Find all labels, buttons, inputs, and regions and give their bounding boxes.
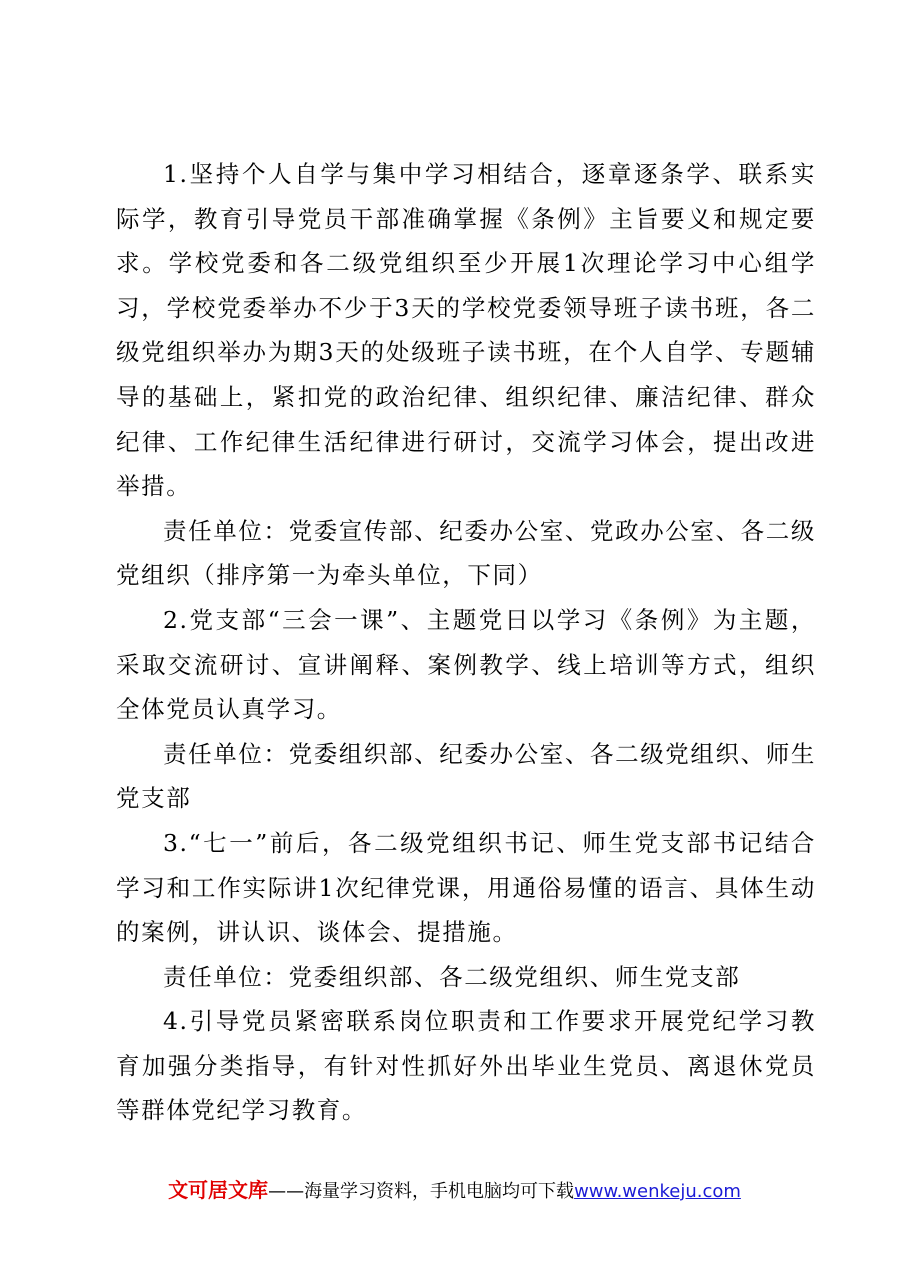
footer-site-link[interactable]: www.wenkeju.com [574, 1181, 741, 1202]
footer-slogan: ——海量学习资料，手机电脑均可下载 [268, 1181, 575, 1202]
paragraph-responsible-units-2: 责任单位：党委组织部、纪委办公室、各二级党组织、师生党支部 [116, 739, 816, 813]
paragraph-responsible-units-1: 责任单位：党委宣传部、纪委办公室、党政办公室、各二级党组织（排序第一为牵头单位，下同） [116, 516, 816, 590]
document-body [116, 152, 816, 1133]
paragraph-responsible-units-3: 责任单位：党委组织部、各二级党组织、师生党支部 [163, 962, 741, 991]
footer-watermark [0, 1176, 909, 1206]
paragraph-study-item-4: 4.引导党员紧密联系岗位职责和工作要求开展党纪学习教育加强分类指导，有针对性抓好外出毕业生党员、离退休党员等群体党纪学习教育。 [116, 1007, 816, 1125]
paragraph-study-item-2: 2.党支部“三会一课”、主题党日以学习《条例》为主题，采取交流研讨、宣讲阐释、案例教学、线上培训等方式，组织全体党员认真学习。 [116, 605, 816, 724]
paragraph-study-item-1: 1.坚持个人自学与集中学习相结合，逐章逐条学、联系实际学，教育引导党员干部准确掌握《条例》主旨要义和规定要求。学校党委和各二级党组织至少开展1次理论学习中心组学习，学校党委举办不少于3天的学校党委领导班子读书班，各二级党组织举办为期3天的处级班子读书班，在个人自学、专题辅导的基础上，紧扣党的政治纪律、组织纪律、廉洁纪律、群众纪律、工作纪律生活纪律进行研讨，交流学习体会，提出改进举措。 [116, 160, 816, 501]
paragraph-study-item-3: 3.“七一”前后，各二级党组织书记、师生党支部书记结合学习和工作实际讲1次纪律党课，用通俗易懂的语言、具体生动的案例，讲认识、谈体会、提措施。 [116, 828, 816, 947]
footer-brand: 文可居文库 [168, 1178, 269, 1202]
